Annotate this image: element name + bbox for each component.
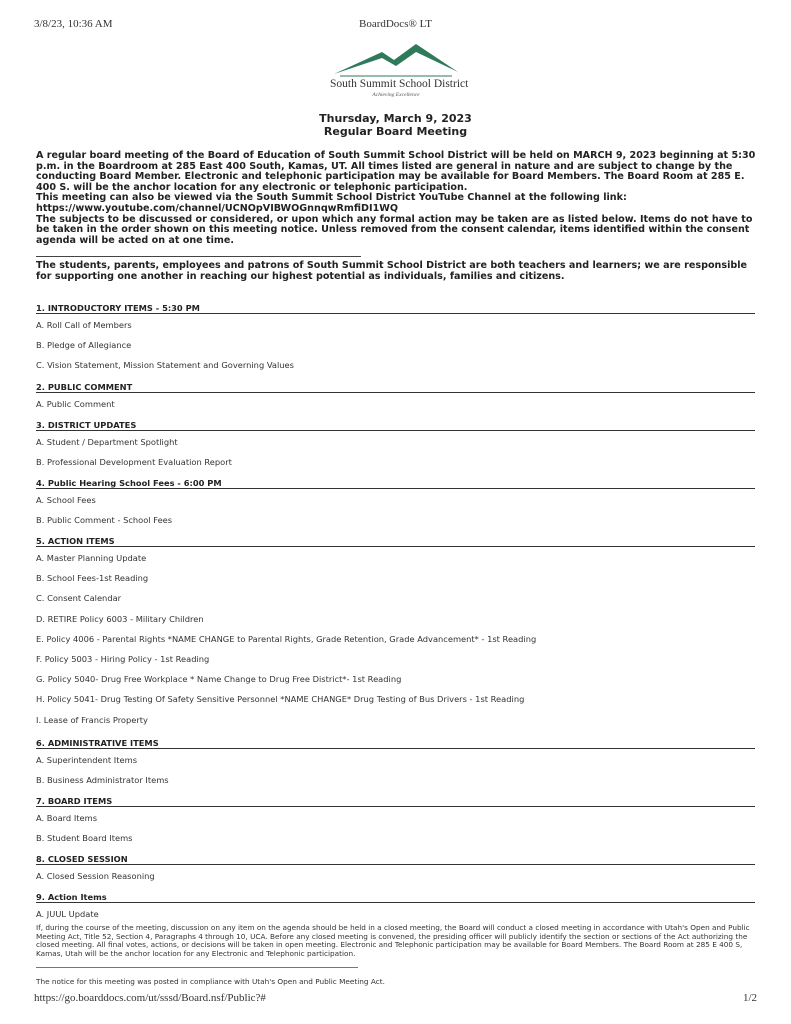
intro-paragraph: A regular board meeting of the Board of Education of South Summit School District will be held on MARCH 9, 2023 beginning at 5:30 p.m. in the Boardroom at 285 East 400 South, Kamas, UT. All times listed are general in nature and are subject to change by the conducting Board Member. Electronic and telephonic participation may be available for Board Members. The Board Room at 285 E. 400 S. will be the anchor location for any electronic or telephonic participation. bbox=[36, 150, 756, 193]
section-title[interactable]: 6. ADMINISTRATIVE ITEMS bbox=[36, 738, 755, 749]
agenda-item[interactable]: I. Lease of Francis Property bbox=[36, 714, 148, 725]
print-datetime: 3/8/23, 10:36 AM bbox=[34, 18, 113, 30]
page-number: 1/2 bbox=[742, 992, 757, 1004]
closed-meeting-notice: If, during the course of the meeting, discussion on any item on the agenda should be held in a closed meeting, the Board will conduct a closed meeting in accordance with Utah's Open and Public Meeting Act, Title 52, Section 4, Paragraphs 4 through 10, UCA. Before any closed meeting is convened, the presiding officer will publicly identify the section or sections of the Act authorizing the closed meeting. All final votes, actions, or decisions will be taken in open meeting. Electronic and Telephonic participation may be available for Board Members. The Board Room at 285 E 400 S, Kamas, Utah will be the anchor location for any Electronic and Telephonic participation. bbox=[36, 923, 750, 959]
agenda-item[interactable]: A. Superintendent Items bbox=[36, 755, 138, 765]
agenda-section bbox=[36, 536, 755, 726]
agenda-item[interactable]: B. Professional Development Evaluation Report bbox=[36, 457, 232, 468]
agenda-item[interactable]: B. Student Board Items bbox=[36, 833, 133, 844]
agenda-section bbox=[36, 420, 755, 468]
print-header bbox=[34, 18, 757, 32]
section-title[interactable]: 1. INTRODUCTORY ITEMS - 5:30 PM bbox=[36, 303, 755, 314]
agenda-section bbox=[36, 796, 755, 844]
agenda-section bbox=[36, 892, 755, 920]
meeting-type: Regular Board Meeting bbox=[323, 125, 468, 138]
logo-tagline: Achieving Excellence bbox=[372, 92, 420, 98]
posting-notice: The notice for this meeting was posted in compliance with Utah's Open and Public Meeting Act. bbox=[36, 977, 385, 986]
print-url[interactable]: https://go.boarddocs.com/ut/sssd/Board.nsf/Public?# bbox=[34, 992, 266, 1004]
agenda-item[interactable]: G. Policy 5040- Drug Free Workplace * Name Change to Drug Free District*- 1st Reading bbox=[36, 674, 402, 685]
divider bbox=[36, 256, 361, 257]
agenda-section bbox=[36, 738, 755, 786]
mountain-logo-icon bbox=[330, 40, 462, 78]
agenda-item[interactable]: A. Roll Call of Members bbox=[36, 320, 132, 330]
agenda-item[interactable]: B. School Fees-1st Reading bbox=[36, 573, 149, 584]
agenda-item[interactable]: C. Consent Calendar bbox=[36, 593, 122, 604]
youtube-link[interactable]: https://www.youtube.com/channel/UCNOpVIBWOGnnqwRmfiDI1WQ bbox=[36, 202, 398, 214]
section-title[interactable]: 8. CLOSED SESSION bbox=[36, 854, 755, 865]
agenda-item[interactable]: A. Public Comment bbox=[36, 399, 115, 409]
logo-district-name: South Summit School District bbox=[330, 78, 469, 90]
agenda-item[interactable]: A. JUUL Update bbox=[36, 909, 99, 919]
agenda-item[interactable]: A. Closed Session Reasoning bbox=[36, 871, 155, 881]
agenda-item[interactable]: H. Policy 5041- Drug Testing Of Safety Sensitive Personnel *NAME CHANGE* Drug Testing of Bus Drivers - 1st Reading bbox=[36, 694, 525, 705]
section-title[interactable]: 3. DISTRICT UPDATES bbox=[36, 420, 755, 431]
intro-subjects-text: The subjects to be discussed or considered, or upon which any formal action may be taken are as listed below. Items do not have to be taken in the order shown on this meeting notice. Unless removed from the consent calendar, items identified within the consent agenda will be acted on at one time. bbox=[36, 213, 753, 246]
print-app-name: BoardDocs® LT bbox=[358, 18, 433, 30]
section-title[interactable]: 5. ACTION ITEMS bbox=[36, 536, 755, 547]
agenda-section bbox=[36, 854, 755, 882]
section-title[interactable]: 4. Public Hearing School Fees - 6:00 PM bbox=[36, 478, 755, 489]
district-logo bbox=[330, 40, 469, 98]
meeting-date: Thursday, March 9, 2023 bbox=[319, 112, 472, 125]
section-title[interactable]: 2. PUBLIC COMMENT bbox=[36, 382, 755, 393]
section-title[interactable]: 7. BOARD ITEMS bbox=[36, 796, 755, 807]
agenda-item[interactable]: B. Pledge of Allegiance bbox=[36, 340, 132, 351]
meeting-intro bbox=[36, 151, 756, 246]
agenda-item[interactable]: D. RETIRE Policy 6003 - Military Children bbox=[36, 613, 204, 624]
agenda-item[interactable]: B. Business Administrator Items bbox=[36, 775, 169, 786]
intro-youtube-text: This meeting can also be viewed via the South Summit School District YouTube Channel at the following link: bbox=[36, 192, 627, 204]
agenda-item[interactable]: F. Policy 5003 - Hiring Policy - 1st Reading bbox=[36, 653, 210, 664]
agenda-item[interactable]: A. Board Items bbox=[36, 813, 98, 823]
agenda-item[interactable]: B. Public Comment - School Fees bbox=[36, 515, 173, 526]
agenda-section bbox=[36, 382, 755, 410]
divider bbox=[36, 967, 358, 968]
agenda-item[interactable]: C. Vision Statement, Mission Statement and Governing Values bbox=[36, 360, 294, 371]
print-footer bbox=[34, 992, 757, 1006]
agenda-section bbox=[36, 303, 755, 371]
values-statement: The students, parents, employees and patrons of South Summit School District are both teachers and learners; we are responsible for supporting one another in reaching our highest potential as individuals, families and citizens. bbox=[36, 260, 748, 282]
section-title[interactable]: 9. Action Items bbox=[36, 892, 755, 903]
meeting-title-block bbox=[0, 112, 791, 138]
agenda-item[interactable]: A. Student / Department Spotlight bbox=[36, 437, 178, 447]
agenda-section bbox=[36, 478, 755, 526]
agenda-item[interactable]: A. Master Planning Update bbox=[36, 553, 147, 563]
agenda-item[interactable]: E. Policy 4006 - Parental Rights *NAME CHANGE to Parental Rights, Grade Retention, Grade Advancement* - 1st Reading bbox=[36, 633, 537, 644]
agenda-item[interactable]: A. School Fees bbox=[36, 495, 96, 505]
